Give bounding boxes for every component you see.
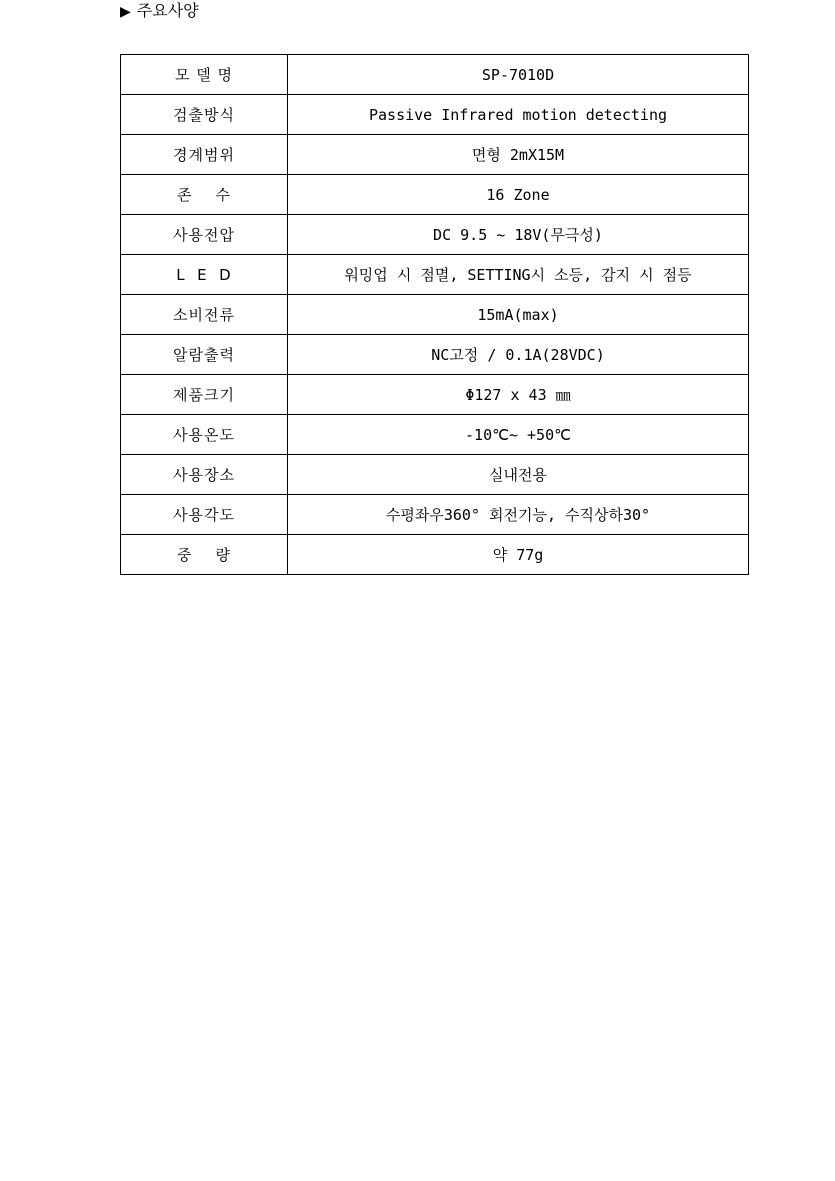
table-row [121,455,749,495]
spec-value: DC 9.5 ~ 18V(무극성) [288,215,749,255]
table-row [121,255,749,295]
spec-value: Φ127 x 43 ㎜ [288,375,749,415]
spec-label: 사용온도 [121,415,288,455]
spec-label: 제품크기 [121,375,288,415]
table-row [121,55,749,95]
spec-value: 면형 2mX15M [288,135,749,175]
spec-value: 실내전용 [288,455,749,495]
table-row [121,535,749,575]
table-row [121,95,749,135]
table-row [121,135,749,175]
spec-label: 존 수 [121,175,288,215]
spec-value: 16 Zone [288,175,749,215]
table-row [121,495,749,535]
spec-value: 약 77g [288,535,749,575]
spec-value: SP-7010D [288,55,749,95]
spec-label: 사용장소 [121,455,288,495]
table-row [121,295,749,335]
spec-value: 수평좌우360° 회전기능, 수직상하30° [288,495,749,535]
spec-label: 사용각도 [121,495,288,535]
spec-label: 소비전류 [121,295,288,335]
spec-label: 검출방식 [121,95,288,135]
section-heading [120,0,199,23]
table-row [121,215,749,255]
spec-label: 알람출력 [121,335,288,375]
spec-value: NC고정 / 0.1A(28VDC) [288,335,749,375]
table-row [121,335,749,375]
spec-value: 15mA(max) [288,295,749,335]
triangle-marker-icon: ▶ [120,4,131,20]
section-title: 주요사양 [136,1,199,20]
spec-label: 모 델 명 [121,55,288,95]
spec-label: 경계범위 [121,135,288,175]
spec-value: -10℃~ +50℃ [288,415,749,455]
spec-value: Passive Infrared motion detecting [288,95,749,135]
spec-label: 사용전압 [121,215,288,255]
table-row [121,175,749,215]
table-row [121,415,749,455]
spec-label: 중 량 [121,535,288,575]
spec-label: L E D [121,255,288,295]
table-row [121,375,749,415]
spec-table [120,54,749,575]
spec-value: 워밍업 시 점멸, SETTING시 소등, 감지 시 점등 [288,255,749,295]
